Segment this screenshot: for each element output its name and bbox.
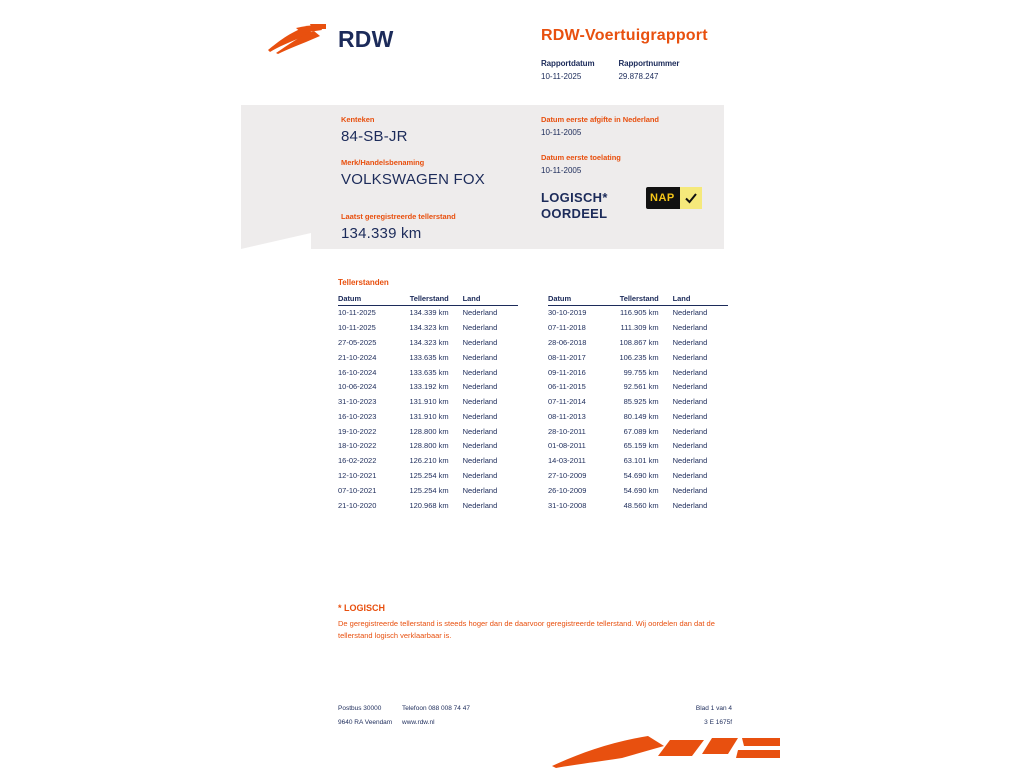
verdict-line-2: OORDEEL bbox=[541, 206, 608, 221]
cell-land: Nederland bbox=[462, 367, 498, 377]
table-row bbox=[338, 439, 518, 454]
col-tellerstand: Tellerstand bbox=[603, 294, 659, 306]
report-number-label: Rapportnummer bbox=[618, 59, 680, 68]
cell-tellerstand: 131.910 km bbox=[409, 411, 449, 421]
first-admission-value: 10-11-2005 bbox=[541, 166, 582, 175]
cell-datum: 08-11-2017 bbox=[548, 352, 586, 362]
cell-tellerstand: 128.800 km bbox=[409, 441, 449, 451]
footnote-body: De geregistreerde tellerstand is steeds hoger dan de daarvoor geregistreerde tellerstand. Wij oordelen dan dat de tellerstand logisch verklaarbaar is. bbox=[338, 619, 715, 640]
cell-datum: 01-08-2011 bbox=[548, 441, 586, 451]
cell-land: Nederland bbox=[672, 441, 708, 451]
page-footer-row-2 bbox=[338, 716, 732, 730]
footer-address-line2: 9640 RA Veendam bbox=[338, 719, 393, 726]
first-issue-nl-label: Datum eerste afgifte in Nederland bbox=[541, 115, 659, 124]
table-row bbox=[548, 454, 728, 469]
cell-land: Nederland bbox=[672, 485, 708, 495]
cell-tellerstand: 125.254 km bbox=[409, 470, 449, 480]
table-row bbox=[548, 336, 728, 351]
cell-land: Nederland bbox=[672, 426, 708, 436]
verdict-text bbox=[541, 190, 608, 222]
cell-datum: 21-10-2024 bbox=[338, 352, 377, 362]
cell-tellerstand: 116.905 km bbox=[620, 308, 659, 318]
cell-land: Nederland bbox=[672, 470, 708, 480]
cell-datum: 10-11-2025 bbox=[338, 323, 376, 333]
vehicle-summary-panel bbox=[241, 105, 724, 249]
cell-tellerstand: 134.339 km bbox=[409, 308, 449, 318]
cell-tellerstand: 120.968 km bbox=[409, 500, 449, 510]
cell-land: Nederland bbox=[672, 411, 708, 421]
page-footer-row-1 bbox=[338, 702, 732, 716]
logisch-footnote bbox=[338, 603, 730, 642]
table-row bbox=[338, 365, 518, 380]
nap-badge-label: NAP bbox=[650, 192, 675, 204]
table-row bbox=[548, 365, 728, 380]
cell-land: Nederland bbox=[462, 441, 498, 451]
cell-land: Nederland bbox=[672, 337, 708, 347]
cell-datum: 30-10-2019 bbox=[548, 308, 587, 318]
cell-tellerstand: 80.149 km bbox=[623, 411, 659, 421]
cell-tellerstand: 133.635 km bbox=[409, 352, 449, 362]
records-table-right bbox=[548, 294, 728, 513]
cell-datum: 31-10-2023 bbox=[338, 397, 377, 407]
kenteken-label: Kenteken bbox=[341, 115, 375, 124]
cell-tellerstand: 131.910 km bbox=[409, 397, 449, 407]
cell-land: Nederland bbox=[672, 397, 708, 407]
check-icon bbox=[680, 187, 702, 209]
cell-datum: 19-10-2022 bbox=[338, 426, 377, 436]
table-row bbox=[548, 498, 728, 513]
cell-datum: 08-11-2013 bbox=[548, 411, 586, 421]
cell-tellerstand: 128.800 km bbox=[409, 426, 449, 436]
records-left-body bbox=[338, 306, 518, 513]
cell-tellerstand: 65.159 km bbox=[623, 441, 659, 451]
cell-land: Nederland bbox=[462, 323, 498, 333]
report-number-value: 29.878.247 bbox=[618, 72, 659, 81]
cell-datum: 16-10-2023 bbox=[338, 411, 377, 421]
cell-land: Nederland bbox=[462, 411, 498, 421]
report-number-field bbox=[618, 58, 679, 83]
records-right-body bbox=[548, 306, 728, 513]
cell-tellerstand: 108.867 km bbox=[619, 337, 659, 347]
verdict-line-1: LOGISCH* bbox=[541, 190, 608, 205]
footer-address-line1: Postbus 30000 bbox=[338, 705, 382, 712]
table-row bbox=[548, 439, 728, 454]
records-title: Tellerstanden bbox=[338, 278, 389, 287]
table-row bbox=[548, 409, 728, 424]
table-row bbox=[338, 380, 518, 395]
cell-land: Nederland bbox=[672, 382, 708, 392]
cell-tellerstand: 125.254 km bbox=[409, 485, 449, 495]
cell-datum: 10-06-2024 bbox=[338, 382, 377, 392]
cell-land: Nederland bbox=[462, 382, 498, 392]
cell-tellerstand: 92.561 km bbox=[623, 382, 659, 392]
cell-datum: 16-10-2024 bbox=[338, 367, 377, 377]
cell-datum: 06-11-2015 bbox=[548, 382, 586, 392]
table-row bbox=[338, 424, 518, 439]
merk-label: Merk/Handelsbenaming bbox=[341, 158, 425, 167]
col-land: Land bbox=[449, 294, 518, 306]
rdw-wordmark: RDW bbox=[338, 25, 394, 52]
report-date-field bbox=[541, 58, 594, 83]
page-footer bbox=[338, 702, 732, 730]
cell-tellerstand: 133.192 km bbox=[409, 382, 449, 392]
cell-land: Nederland bbox=[672, 367, 708, 377]
report-meta bbox=[541, 58, 679, 83]
footer-website[interactable]: www.rdw.nl bbox=[402, 719, 435, 726]
table-row bbox=[548, 306, 728, 321]
cell-datum: 09-11-2016 bbox=[548, 367, 586, 377]
table-row bbox=[338, 395, 518, 410]
document-header bbox=[0, 0, 1024, 100]
cell-tellerstand: 134.323 km bbox=[409, 337, 449, 347]
footer-form-code: 3 E 1675f bbox=[704, 719, 732, 726]
cell-datum: 27-10-2009 bbox=[548, 470, 587, 480]
table-row bbox=[338, 409, 518, 424]
cell-land: Nederland bbox=[462, 500, 498, 510]
cell-tellerstand: 111.309 km bbox=[620, 323, 659, 333]
cell-datum: 12-10-2021 bbox=[338, 470, 377, 480]
cell-land: Nederland bbox=[672, 456, 708, 466]
cell-tellerstand: 126.210 km bbox=[409, 456, 449, 466]
col-datum: Datum bbox=[338, 294, 393, 306]
table-row bbox=[338, 469, 518, 484]
merk-value: VOLKSWAGEN FOX bbox=[341, 171, 485, 188]
first-admission-label: Datum eerste toelating bbox=[541, 153, 621, 162]
table-header-row bbox=[548, 294, 728, 306]
table-header-row bbox=[338, 294, 518, 306]
table-row bbox=[338, 336, 518, 351]
table-row bbox=[548, 483, 728, 498]
records-tables bbox=[338, 294, 738, 513]
records-table-left bbox=[338, 294, 518, 513]
kenteken-value: 84-SB-JR bbox=[341, 128, 408, 145]
cell-tellerstand: 54.690 km bbox=[623, 470, 659, 480]
summary-left-column bbox=[341, 115, 485, 201]
col-land: Land bbox=[659, 294, 728, 306]
rdw-arrow-logo-icon bbox=[266, 22, 328, 56]
cell-land: Nederland bbox=[462, 426, 498, 436]
table-row bbox=[338, 454, 518, 469]
footnote-title: * LOGISCH bbox=[338, 603, 386, 613]
cell-land: Nederland bbox=[462, 337, 498, 347]
report-date-value: 10-11-2025 bbox=[541, 72, 582, 81]
cell-land: Nederland bbox=[462, 352, 498, 362]
table-row bbox=[548, 469, 728, 484]
cell-datum: 31-10-2008 bbox=[548, 500, 587, 510]
cell-datum: 07-11-2014 bbox=[548, 397, 586, 407]
table-row bbox=[548, 350, 728, 365]
nap-badge bbox=[646, 187, 702, 209]
table-row bbox=[548, 321, 728, 336]
cell-land: Nederland bbox=[462, 470, 498, 480]
cell-datum: 14-03-2011 bbox=[548, 456, 586, 466]
odometer-value: 134.339 km bbox=[341, 225, 422, 242]
cell-tellerstand: 85.925 km bbox=[623, 397, 659, 407]
cell-tellerstand: 134.323 km bbox=[409, 323, 449, 333]
cell-datum: 07-10-2021 bbox=[338, 485, 377, 495]
table-row bbox=[338, 306, 518, 321]
cell-datum: 16-02-2022 bbox=[338, 456, 377, 466]
cell-land: Nederland bbox=[462, 397, 498, 407]
table-row bbox=[338, 321, 518, 336]
cell-datum: 07-11-2018 bbox=[548, 323, 586, 333]
cell-tellerstand: 133.635 km bbox=[409, 367, 449, 377]
table-row bbox=[548, 424, 728, 439]
footer-page-count: Blad 1 van 4 bbox=[695, 705, 732, 712]
table-row bbox=[338, 350, 518, 365]
cell-tellerstand: 48.560 km bbox=[623, 500, 659, 510]
odometer-block bbox=[341, 212, 456, 255]
cell-datum: 21-10-2020 bbox=[338, 500, 377, 510]
rdw-footer-arrow-logo-icon bbox=[552, 736, 782, 768]
cell-datum: 27-05-2025 bbox=[338, 337, 377, 347]
first-issue-nl-value: 10-11-2005 bbox=[541, 128, 582, 137]
cell-tellerstand: 54.690 km bbox=[623, 485, 659, 495]
cell-datum: 28-06-2018 bbox=[548, 337, 587, 347]
cell-land: Nederland bbox=[672, 352, 708, 362]
cell-datum: 26-10-2009 bbox=[548, 485, 587, 495]
report-title: RDW-Voertuigrapport bbox=[541, 27, 708, 44]
table-row bbox=[548, 395, 728, 410]
footer-phone: Telefoon 088 008 74 47 bbox=[402, 705, 470, 712]
cell-tellerstand: 106.235 km bbox=[619, 352, 659, 362]
cell-land: Nederland bbox=[672, 308, 708, 318]
cell-tellerstand: 67.089 km bbox=[623, 426, 659, 436]
odometer-label: Laatst geregistreerde tellerstand bbox=[341, 212, 456, 221]
cell-tellerstand: 63.101 km bbox=[623, 456, 659, 466]
cell-datum: 10-11-2025 bbox=[338, 308, 376, 318]
cell-tellerstand: 99.755 km bbox=[623, 367, 659, 377]
cell-land: Nederland bbox=[462, 308, 498, 318]
col-tellerstand: Tellerstand bbox=[393, 294, 449, 306]
cell-datum: 18-10-2022 bbox=[338, 441, 377, 451]
table-row bbox=[338, 498, 518, 513]
cell-land: Nederland bbox=[672, 323, 708, 333]
report-date-label: Rapportdatum bbox=[541, 59, 595, 68]
cell-land: Nederland bbox=[672, 500, 708, 510]
cell-datum: 28-10-2011 bbox=[548, 426, 586, 436]
cell-land: Nederland bbox=[462, 456, 498, 466]
table-row bbox=[338, 483, 518, 498]
rdw-logo-block bbox=[266, 22, 394, 56]
cell-land: Nederland bbox=[462, 485, 498, 495]
odometer-records-section bbox=[338, 278, 738, 513]
table-row bbox=[548, 380, 728, 395]
col-datum: Datum bbox=[548, 294, 603, 306]
summary-right-column bbox=[541, 115, 659, 191]
